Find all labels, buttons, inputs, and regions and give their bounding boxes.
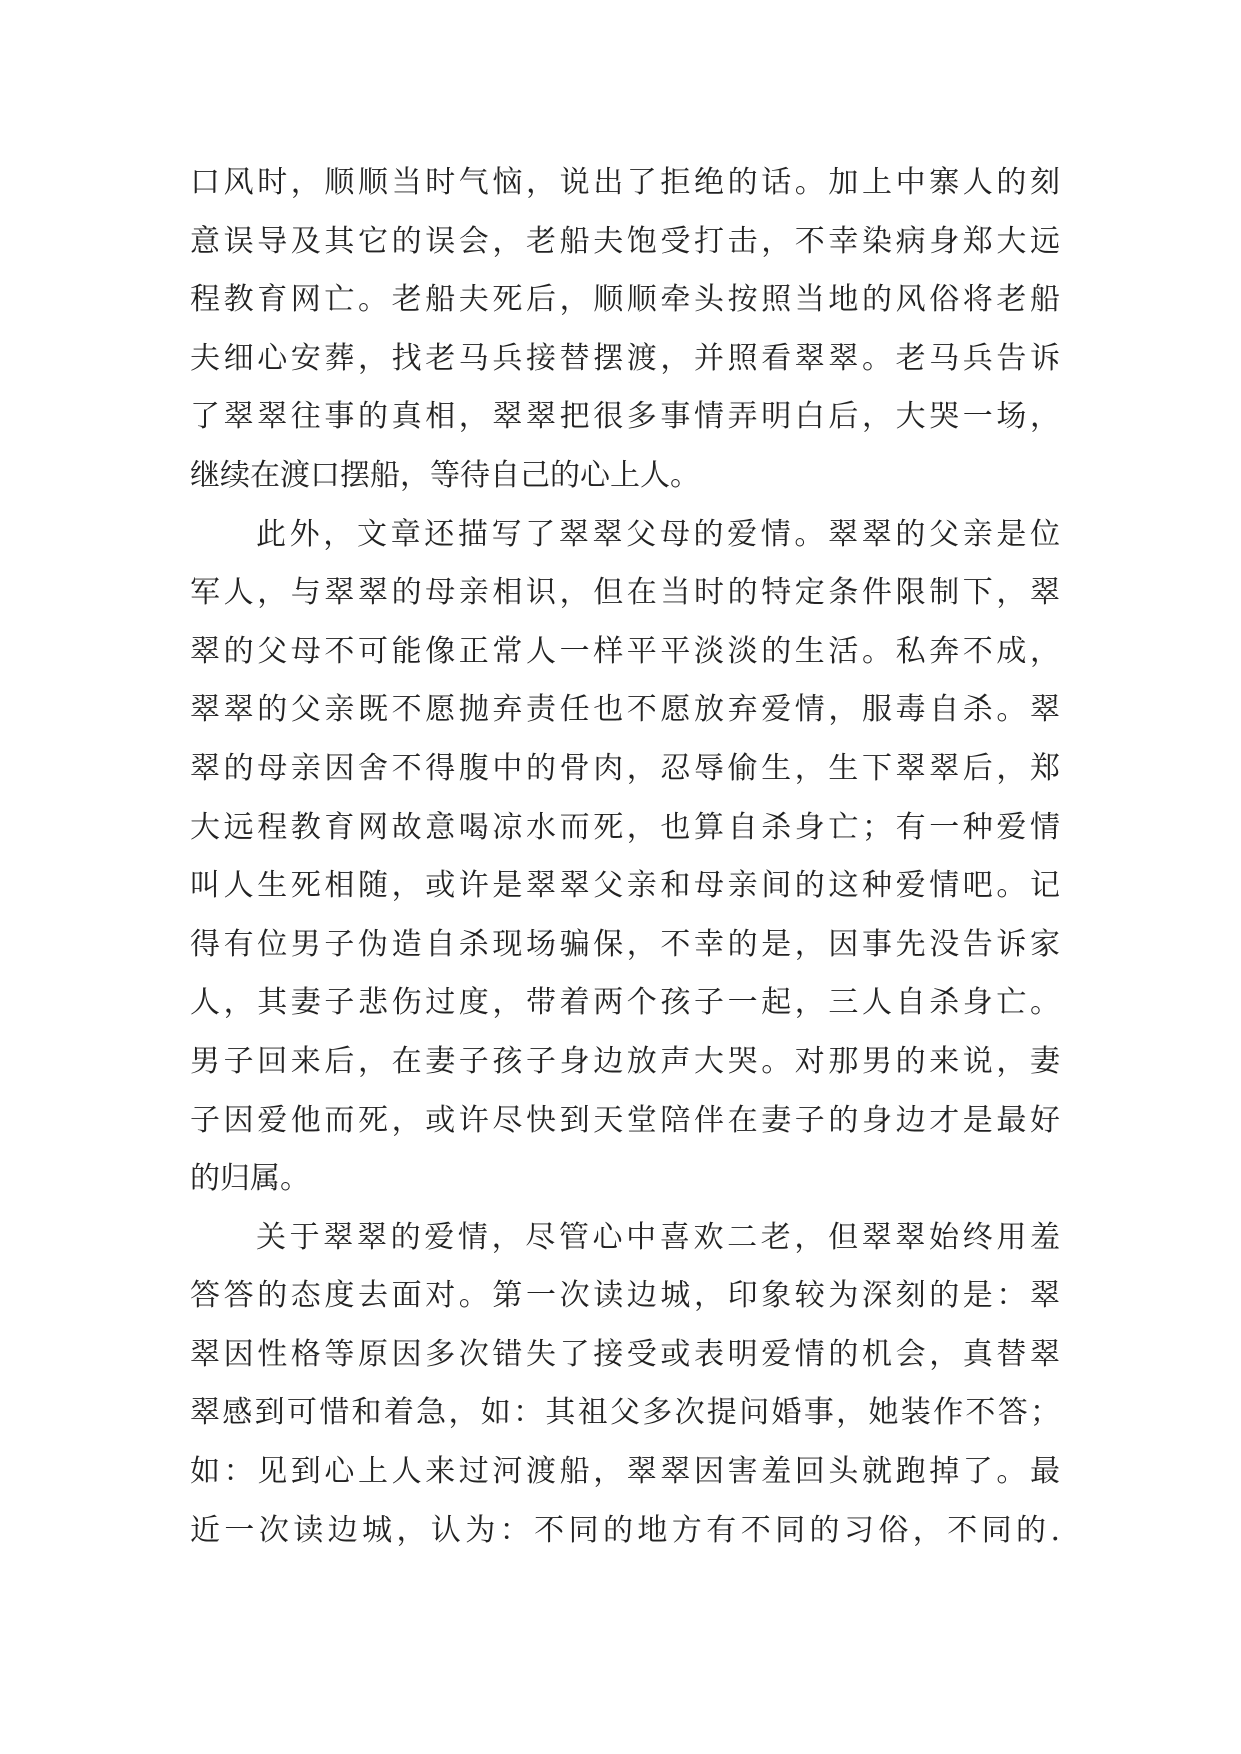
text-line: 人，其妻子悲伤过度，带着两个孩子一起，三人自杀身亡。: [190, 985, 1060, 1021]
text-line: 翠因性格等原因多次错失了接受或表明爱情的机会，真替翠: [190, 1336, 1060, 1372]
text-line: 意误导及其它的误会，老船夫饱受打击，不幸染病身郑大远: [190, 223, 1060, 259]
paragraph-start-line: 此外，文章还描写了翠翠父母的爱情。翠翠的父亲是位: [256, 516, 1060, 552]
text-line: 翠感到可惜和着急，如：其祖父多次提问婚事，她装作不答；: [190, 1395, 1060, 1431]
text-line: 程教育网亡。老船夫死后，顺顺牵头按照当地的风俗将老船: [190, 282, 1060, 318]
text-line: 军人，与翠翠的母亲相识，但在当时的特定条件限制下，翠: [190, 575, 1060, 611]
paragraph-start-line: 关于翠翠的爱情，尽管心中喜欢二老，但翠翠始终用羞: [256, 1219, 1060, 1255]
text-line: 口风时，顺顺当时气恼，说出了拒绝的话。加上中寨人的刻: [190, 165, 1060, 200]
text-line: 如：见到心上人来过河渡船，翠翠因害羞回头就跑掉了。最: [190, 1454, 1060, 1490]
text-line: 大远程教育网故意喝凉水而死，也算自杀身亡；有一种爱情: [190, 809, 1060, 845]
text-line: 继续在渡口摆船，等待自己的心上人。: [190, 457, 700, 493]
text-line: 近一次读边城，认为：不同的地方有不同的习俗，不同的.: [190, 1512, 1060, 1548]
text-line: 叫人生死相随，或许是翠翠父亲和母亲间的这种爱情吧。记: [190, 868, 1060, 904]
text-line: 答答的态度去面对。第一次读边城，印象较为深刻的是：翠: [190, 1278, 1060, 1314]
text-line: 子因爱他而死，或许尽快到天堂陪伴在妻子的身边才是最好: [190, 1102, 1060, 1138]
text-line: 得有位男子伪造自杀现场骗保，不幸的是，因事先没告诉家: [190, 926, 1060, 962]
text-line: 夫细心安葬，找老马兵接替摆渡，并照看翠翠。老马兵告诉: [190, 340, 1060, 376]
text-line: 的归属。: [190, 1161, 310, 1197]
text-line: 男子回来后，在妻子孩子身边放声大哭。对那男的来说，妻: [190, 1043, 1060, 1079]
text-line: 翠的母亲因舍不得腹中的骨肉，忍辱偷生，生下翠翠后，郑: [190, 750, 1060, 786]
body-text: [190, 154, 1060, 1560]
text-line: 翠翠的父亲既不愿抛弃责任也不愿放弃爱情，服毒自杀。翠: [190, 692, 1060, 728]
text-line: 了翠翠往事的真相，翠翠把很多事情弄明白后，大哭一场，: [190, 399, 1060, 435]
text-line: 翠的父母不可能像正常人一样平平淡淡的生活。私奔不成，: [190, 633, 1060, 669]
